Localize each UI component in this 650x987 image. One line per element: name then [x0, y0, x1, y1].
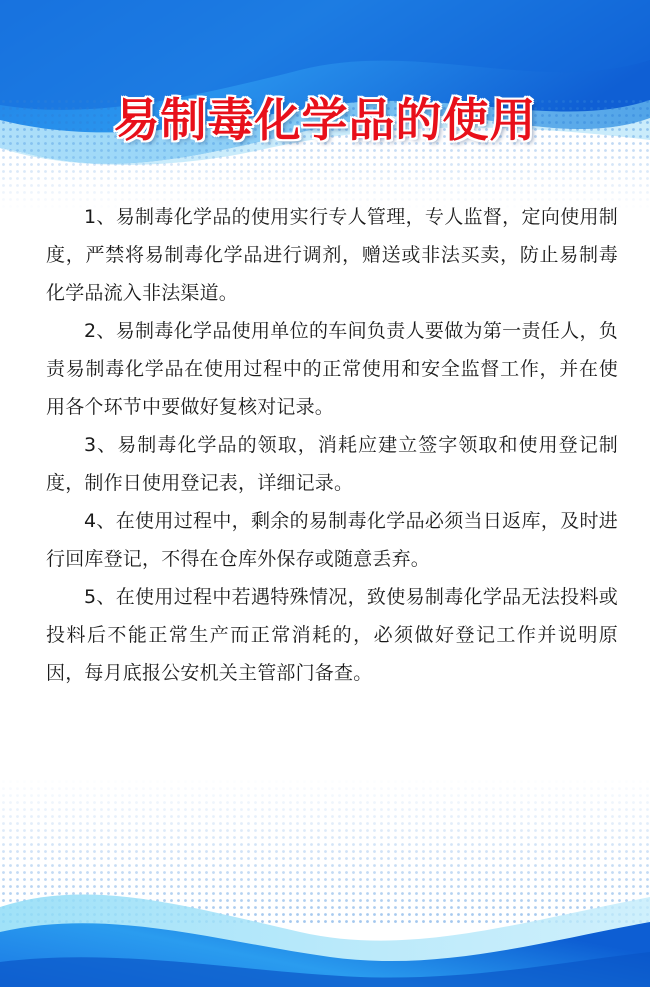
rule-paragraph-4: 4、在使用过程中，剩余的易制毒化学品必须当日返库，及时进行回库登记，不得在仓库外保存或随意丢弃。	[46, 510, 618, 570]
bottom-wave-background	[0, 757, 650, 987]
rule-paragraph-1: 1、易制毒化学品的使用实行专人管理，专人监督，定向使用制度，严禁将易制毒化学品进行调剂，赠送或非法买卖，防止易制毒化学品流入非法渠道。	[46, 206, 618, 304]
rule-paragraph-2: 2、易制毒化学品使用单位的车间负责人要做为第一责任人，负责易制毒化学品在使用过程中的正常使用和安全监督工作，并在使用各个环节中要做好复核对记录。	[46, 320, 618, 418]
rules-content	[46, 198, 618, 692]
rule-paragraph-5: 5、在使用过程中若遇特殊情况，致使易制毒化学品无法投料或投料后不能正常生产而正常消耗的，必须做好登记工作并说明原因，每月底报公安机关主管部门备查。	[46, 586, 618, 684]
page-title: 易制毒化学品的使用	[113, 93, 537, 147]
rule-paragraph-3: 3、易制毒化学品的领取，消耗应建立签字领取和使用登记制度，制作日使用登记表，详细记录。	[46, 434, 618, 494]
